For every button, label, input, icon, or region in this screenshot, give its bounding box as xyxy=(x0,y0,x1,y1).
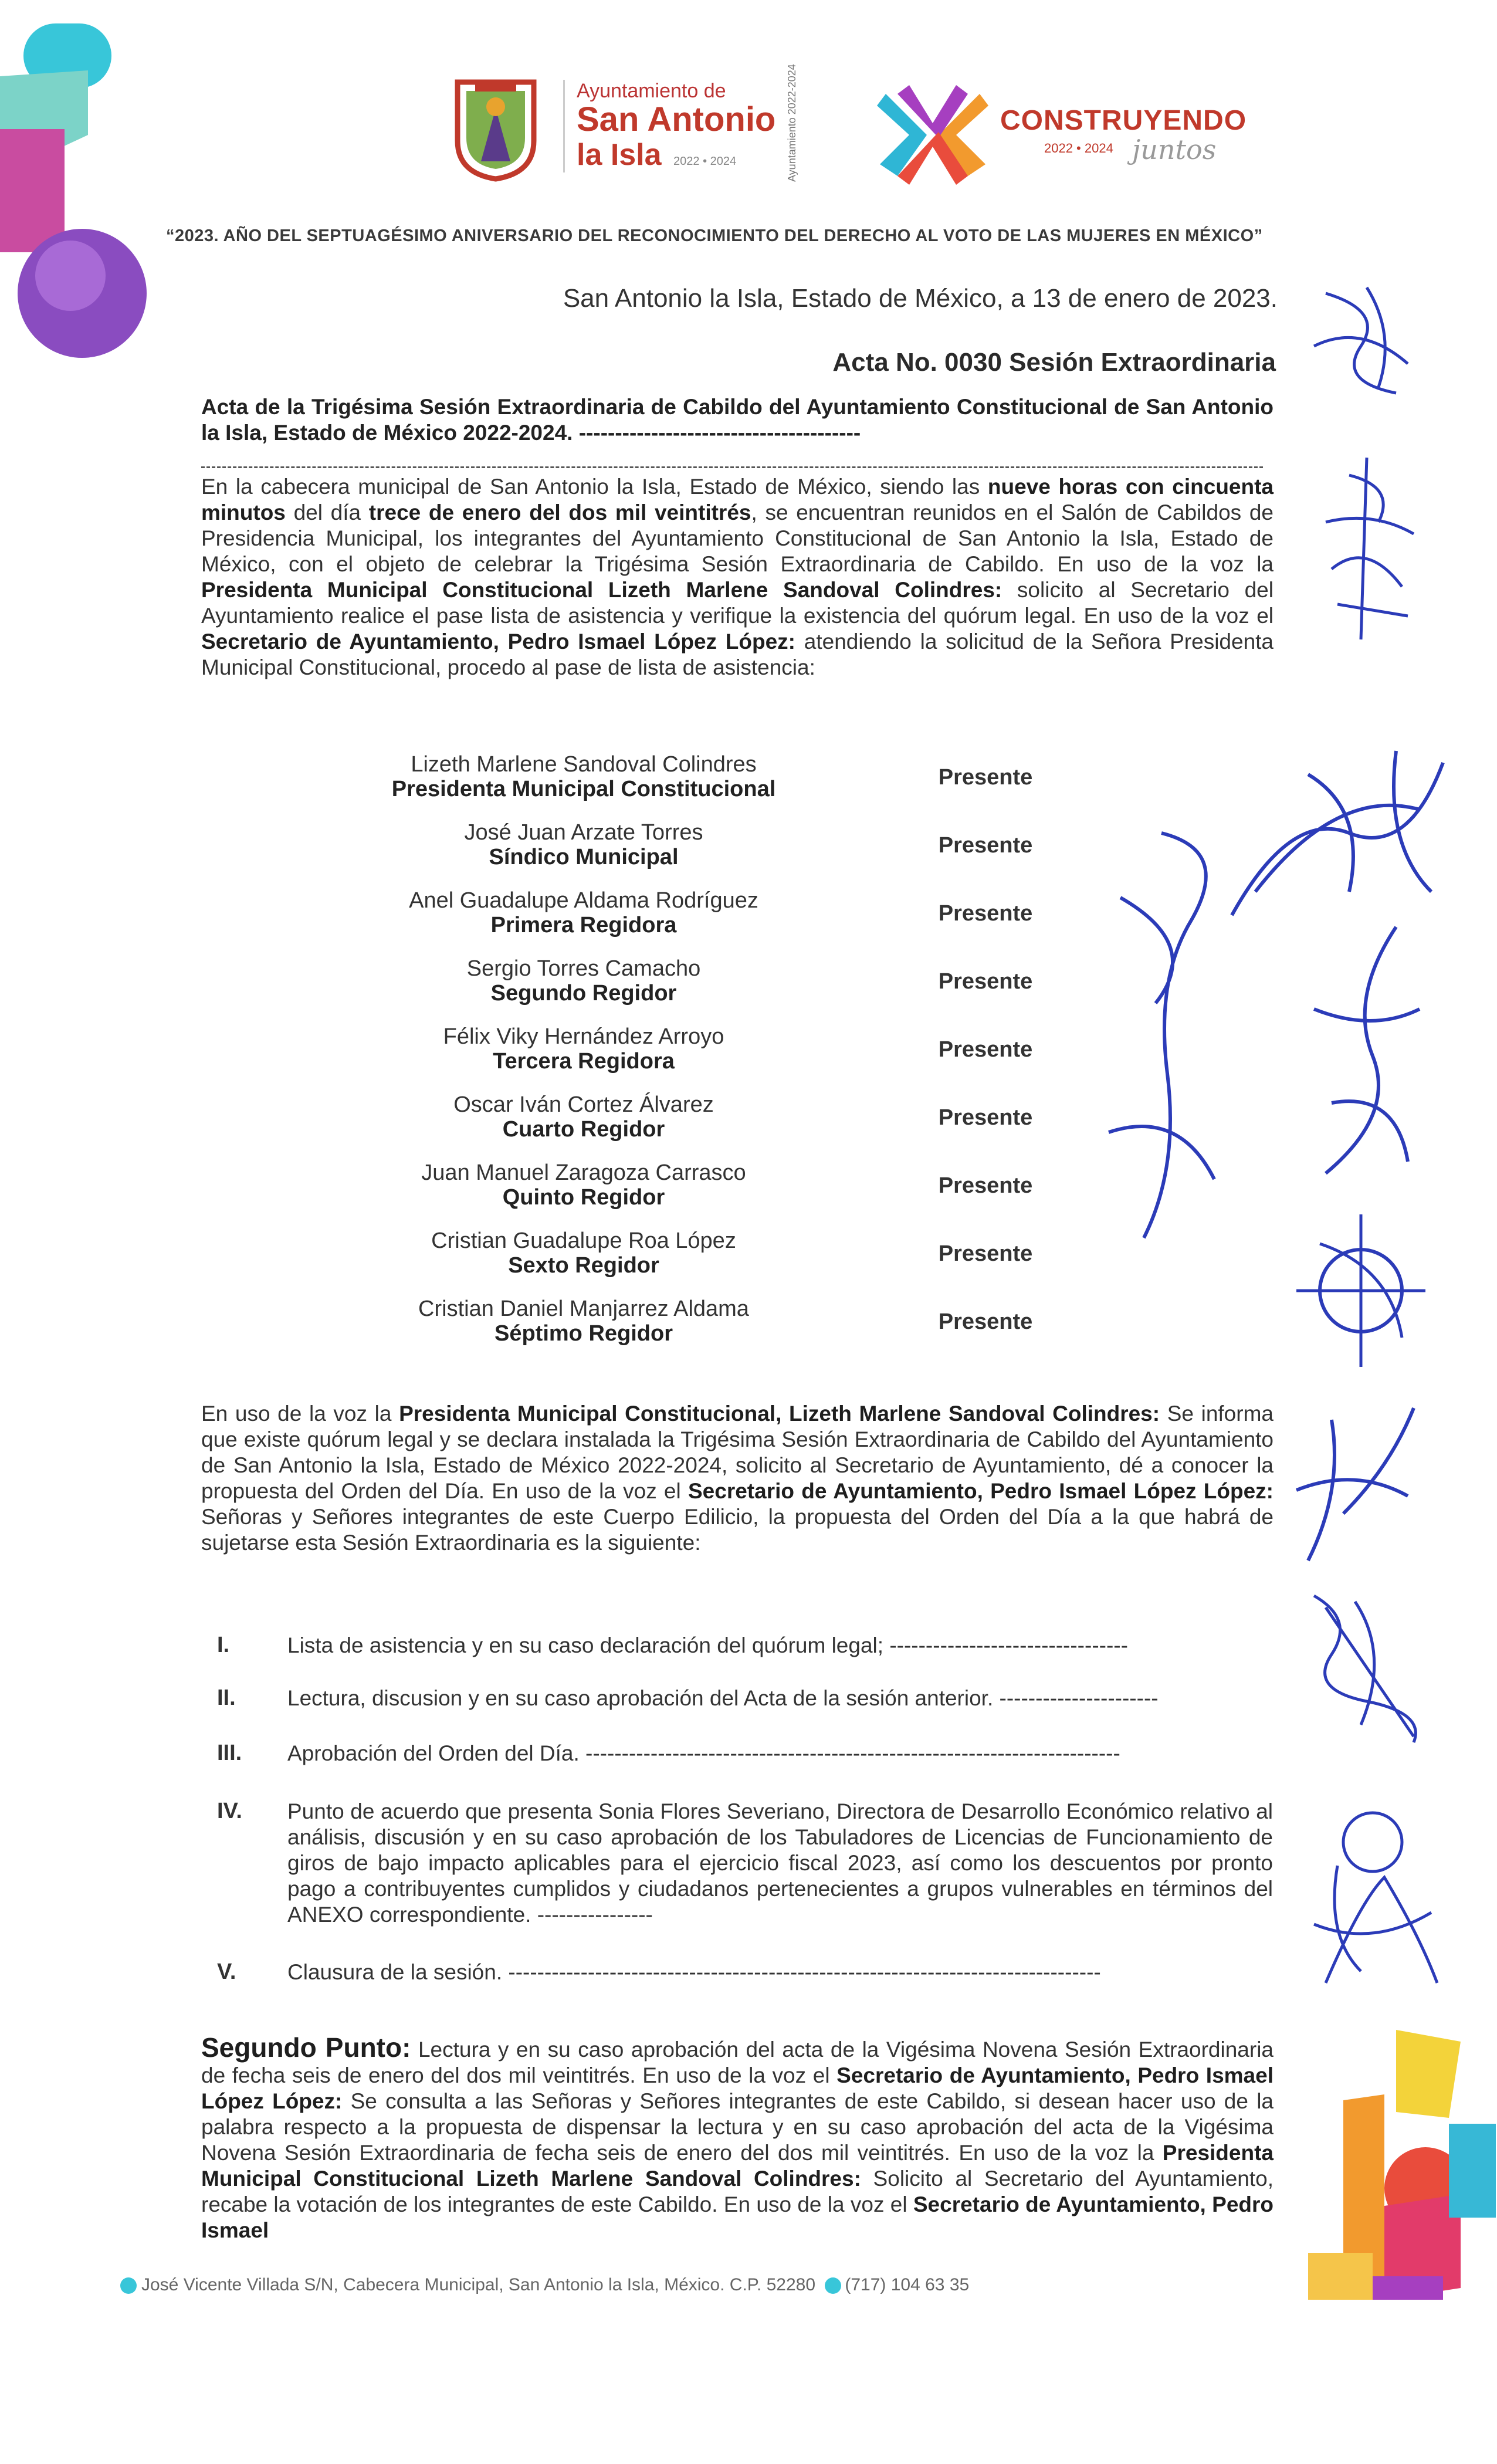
star-emblem-icon xyxy=(874,82,991,188)
agenda-item-text: Punto de acuerdo que presenta Sonia Flores Severiano, Directora de Desarrollo Económico relativo al análisis, discusión y en su caso aprobación de los Tabuladores de Licencias de Funcionamiento de giros de bajo impacto aplicables para el ejercicio fiscal 2023, así como los descuentos por pronto pago a contribuyentes cumplidos y ciudadanos pertenecientes a grupos vulnerables en términos del ANEXO correspondiente. ---------------- xyxy=(287,1799,1273,1927)
vertical-caption: Ayuntamiento 2022-2024 xyxy=(786,64,798,182)
agenda-item-number: I. xyxy=(217,1633,230,1657)
signature-margin-4 xyxy=(1085,827,1238,1250)
signature-margin-6 xyxy=(1273,1209,1449,1373)
attendee-name: Anel Guadalupe Aldama Rodríguez xyxy=(409,888,758,913)
coat-of-arms-icon xyxy=(452,76,540,182)
phone-icon xyxy=(825,2277,841,2294)
corner-decoration-bottom-right xyxy=(1308,2030,1497,2347)
signature-margin-3 xyxy=(1220,739,1466,962)
acta-title: Acta No. 0030 Sesión Extraordinaria xyxy=(832,348,1276,377)
slogan-script: juntos xyxy=(1132,134,1217,165)
agenda-item-number: IV. xyxy=(217,1799,242,1823)
attendee-role: Quinto Regidor xyxy=(502,1185,665,1210)
attendee-role: Cuarto Regidor xyxy=(502,1117,665,1142)
attendee-name: Cristian Guadalupe Roa López xyxy=(431,1228,736,1253)
attendee-role: Primera Regidora xyxy=(490,913,677,937)
attendee-status: Presente xyxy=(938,969,1033,994)
year-motto: “2023. AÑO DEL SEPTUAGÉSIMO ANIVERSARIO DEL RECONOCIMIENTO DEL DERECHO AL VOTO DE LAS MUJERES EN MÉXICO” xyxy=(166,226,1263,245)
signature-margin-9 xyxy=(1291,1795,1455,1995)
location-icon xyxy=(120,2277,137,2294)
acta-subtitle-text: Acta de la Trigésima Sesión Extraordinaria de Cabildo del Ayuntamiento Constitucional de San Antonio la Isla, Estado de México 2022-2024. --------------------------------------- xyxy=(201,395,1274,445)
acta-subtitle xyxy=(201,394,1274,446)
attendee-status: Presente xyxy=(938,1309,1033,1334)
logo-name-line-1: San Antonio xyxy=(577,100,776,138)
attendee-name: Félix Viky Hernández Arroyo xyxy=(443,1024,724,1049)
agenda-item-number: II. xyxy=(217,1685,236,1710)
municipal-logo xyxy=(452,76,792,182)
agenda-item-number: V. xyxy=(217,1959,236,1984)
attendee-status: Presente xyxy=(938,765,1033,790)
attendee-status: Presente xyxy=(938,901,1033,926)
attendee-name: Oscar Iván Cortez Álvarez xyxy=(453,1092,714,1117)
attendee-name: Juan Manuel Zaragoza Carrasco xyxy=(421,1160,746,1185)
logo-caption: Ayuntamiento de xyxy=(577,80,726,102)
second-point-paragraph: Segundo Punto: Lectura y en su caso aprobación del acta de la Vigésima Novena Sesión Extraordinaria de fecha seis de enero del dos mil veintitrés. En uso de la voz el Secretario de Ayuntamiento, Pedro Ismael López López: Se consulta a las Señoras y Señores integrantes de este Cabildo, si desean hacer uso de la palabra respecto a la propuesta de dispensar la lectura y en su caso aprobación del acta de la Vigésima Novena Sesión Extraordinaria de fecha seis de enero del dos mil veintitrés. En uso de la voz la Presidenta Municipal Constitucional Lizeth Marlene Sandoval Colindres: Solicito al Secretario del Ayuntamiento, recabe la votación de los integrantes de este Cabildo. En uso de la voz el Secretario de Ayuntamiento, Pedro Ismael xyxy=(201,2032,1274,2242)
attendee-name: Lizeth Marlene Sandoval Colindres xyxy=(411,752,757,777)
agenda-item-text: Lista de asistencia y en su caso declaración del quórum legal; --------------------------------- xyxy=(287,1633,1128,1657)
attendee-name: José Juan Arzate Torres xyxy=(464,820,703,845)
signature-margin-1 xyxy=(1291,276,1443,405)
signature-margin-8 xyxy=(1296,1584,1437,1748)
attendee-name: Cristian Daniel Manjarrez Aldama xyxy=(418,1297,749,1321)
quorum-paragraph: En uso de la voz la Presidenta Municipal Constitucional, Lizeth Marlene Sandoval Colindres: Se informa que existe quórum legal y se declara instalada la Trigésima Sesión Extraordinaria de Cabildo del Ayuntamiento de San Antonio la Isla, Estado de México 2022-2024, solicito al Secretario de Ayuntamiento, dé a conocer la propuesta del Orden del Día. En uso de la voz el Secretario de Ayuntamiento, Pedro Ismael López López: Señoras y Señores integrantes de este Cuerpo Edilicio, la propuesta del Orden del Día a la que habrá de sujetarse esta Sesión Extraordinaria es la siguiente: xyxy=(201,1402,1274,1555)
attendee-role: Presidenta Municipal Constitucional xyxy=(391,777,776,801)
attendee-role: Síndico Municipal xyxy=(489,845,679,869)
corner-decoration-top-left xyxy=(0,0,194,375)
attendee-status: Presente xyxy=(938,1241,1033,1266)
intro-paragraph: En la cabecera municipal de San Antonio la Isla, Estado de México, siendo las nueve horas con cincuenta minutos del día trece de enero del dos mil veintitrés, se encuentran reunidos en el Salón de Cabildos de Presidencia Municipal, los integrantes del Ayuntamiento Constitucional de San Antonio la Isla, Estado de México, con el objeto de celebrar la Trigésima Sesión Extraordinaria de Cabildo. En uso de la voz la Presidenta Municipal Constitucional Lizeth Marlene Sandoval Colindres: solicito al Secretario del Ayuntamiento realice el pase lista de asistencia y verifique la existencia del quórum legal. En uso de la voz el Secretario de Ayuntamiento, Pedro Ismael López López: atendiendo la solicitud de la Señora Presidenta Municipal Constitucional, procedo al pase de lista de asistencia: xyxy=(201,475,1274,679)
attendee-status: Presente xyxy=(938,1037,1033,1062)
attendee-status: Presente xyxy=(938,1105,1033,1130)
logo-name-line-2: la Isla xyxy=(577,138,662,172)
agenda-item-text: Clausura de la sesión. ---------------------------------------------------------------------------------- xyxy=(287,1960,1101,1984)
signature-margin-5 xyxy=(1279,915,1443,1185)
footer xyxy=(120,2275,969,2295)
attendee-status: Presente xyxy=(938,1173,1033,1198)
logo-years: 2022 • 2024 xyxy=(673,155,737,168)
attendee-role: Segundo Regidor xyxy=(490,981,677,1006)
attendee-status: Presente xyxy=(938,833,1033,858)
agenda-item-number: III. xyxy=(217,1741,242,1765)
slogan-title: CONSTRUYENDO xyxy=(1000,105,1247,136)
place-date: San Antonio la Isla, Estado de México, a 13 de enero de 2023. xyxy=(563,284,1278,313)
attendee-role: Séptimo Regidor xyxy=(494,1321,673,1346)
footer-address: José Vicente Villada S/N, Cabecera Municipal, San Antonio la Isla, México. C.P. 52280 xyxy=(141,2275,816,2294)
construyendo-logo xyxy=(874,82,1273,188)
agenda-item-text: Lectura, discusion y en su caso aprobación del Acta de la sesión anterior. ---------------------- xyxy=(287,1686,1159,1710)
footer-phone: (717) 104 63 35 xyxy=(845,2275,970,2294)
signature-margin-7 xyxy=(1273,1396,1437,1572)
slogan-years: 2022 • 2024 xyxy=(1044,141,1113,155)
attendee-role: Tercera Regidora xyxy=(493,1049,675,1074)
divider-dashes xyxy=(201,466,1263,468)
signature-margin-2 xyxy=(1296,452,1437,651)
attendee-role: Sexto Regidor xyxy=(508,1253,659,1278)
agenda-item-text: Aprobación del Orden del Día. -------------------------------------------------------------------------- xyxy=(287,1741,1120,1765)
attendee-name: Sergio Torres Camacho xyxy=(466,956,701,981)
